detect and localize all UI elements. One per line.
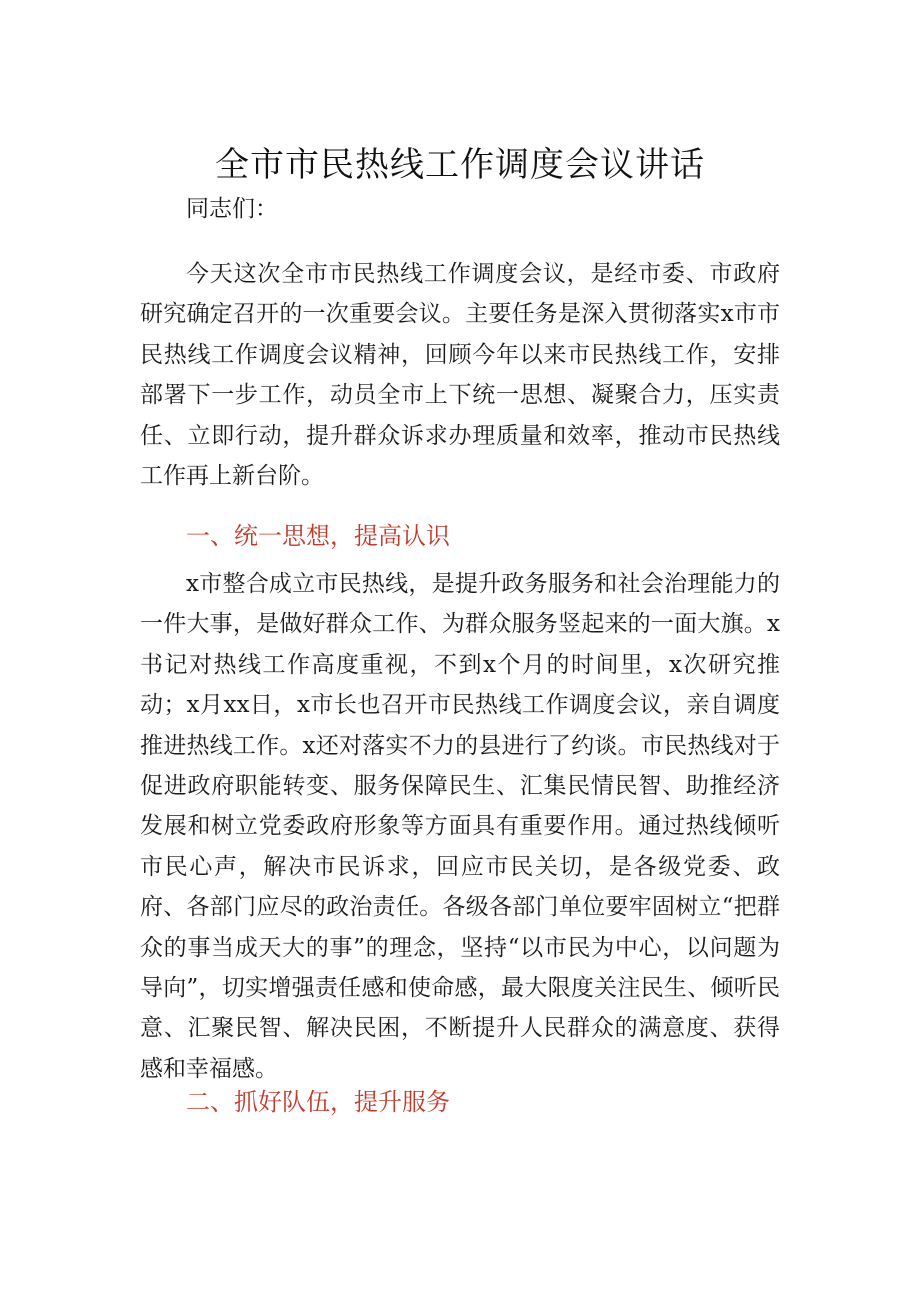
section-heading-2: 二、抓好队伍，提升服务 [186, 1088, 450, 1116]
section-heading-1: 一、统一思想，提高认识 [186, 522, 450, 550]
salutation: 同志们： [186, 196, 278, 222]
document-title: 全市市民热线工作调度会议讲话 [215, 145, 705, 185]
paragraph-intro: 今天这次全市市民热线工作调度会议，是经市委、市政府研究确定召开的一次重要会议。主要任务是深入贯彻落实x市市民热线工作调度会议精神，回顾今年以来市民热线工作，安排部署下一步工作，动员全市上下统一思想、凝聚合力，压实责任、立即行动，提升群众诉求办理质量和效率，推动市民热线工作再上新台阶。 [140, 261, 780, 490]
paragraph-section-1: x市整合成立市民热线，是提升政务服务和社会治理能力的一件大事，是做好群众工作、为群众服务竖起来的一面大旗。x书记对热线工作高度重视，不到x个月的时间里，x次研究推动；x月xx日，x市长也召开市民热线工作调度会议，亲自调度推进热线工作。x还对落实不力的县进行了约谈。市民热线对于促进政府职能转变、服务保障民生、汇集民情民智、助推经济发展和树立党委政府形象等方面具有重要作用。通过热线倾听市民心声，解决市民诉求，回应市民关切，是各级党委、政府、各部门应尽的政治责任。各级各部门单位要牢固树立“把群众的事当成天大的事”的理念，坚持“以市民为中心，以问题为导向”，切实增强责任感和使命感，最大限度关注民生、倾听民意、汇聚民智、解决民困，不断提升人民群众的满意度、获得感和幸福感。 [140, 571, 780, 1082]
